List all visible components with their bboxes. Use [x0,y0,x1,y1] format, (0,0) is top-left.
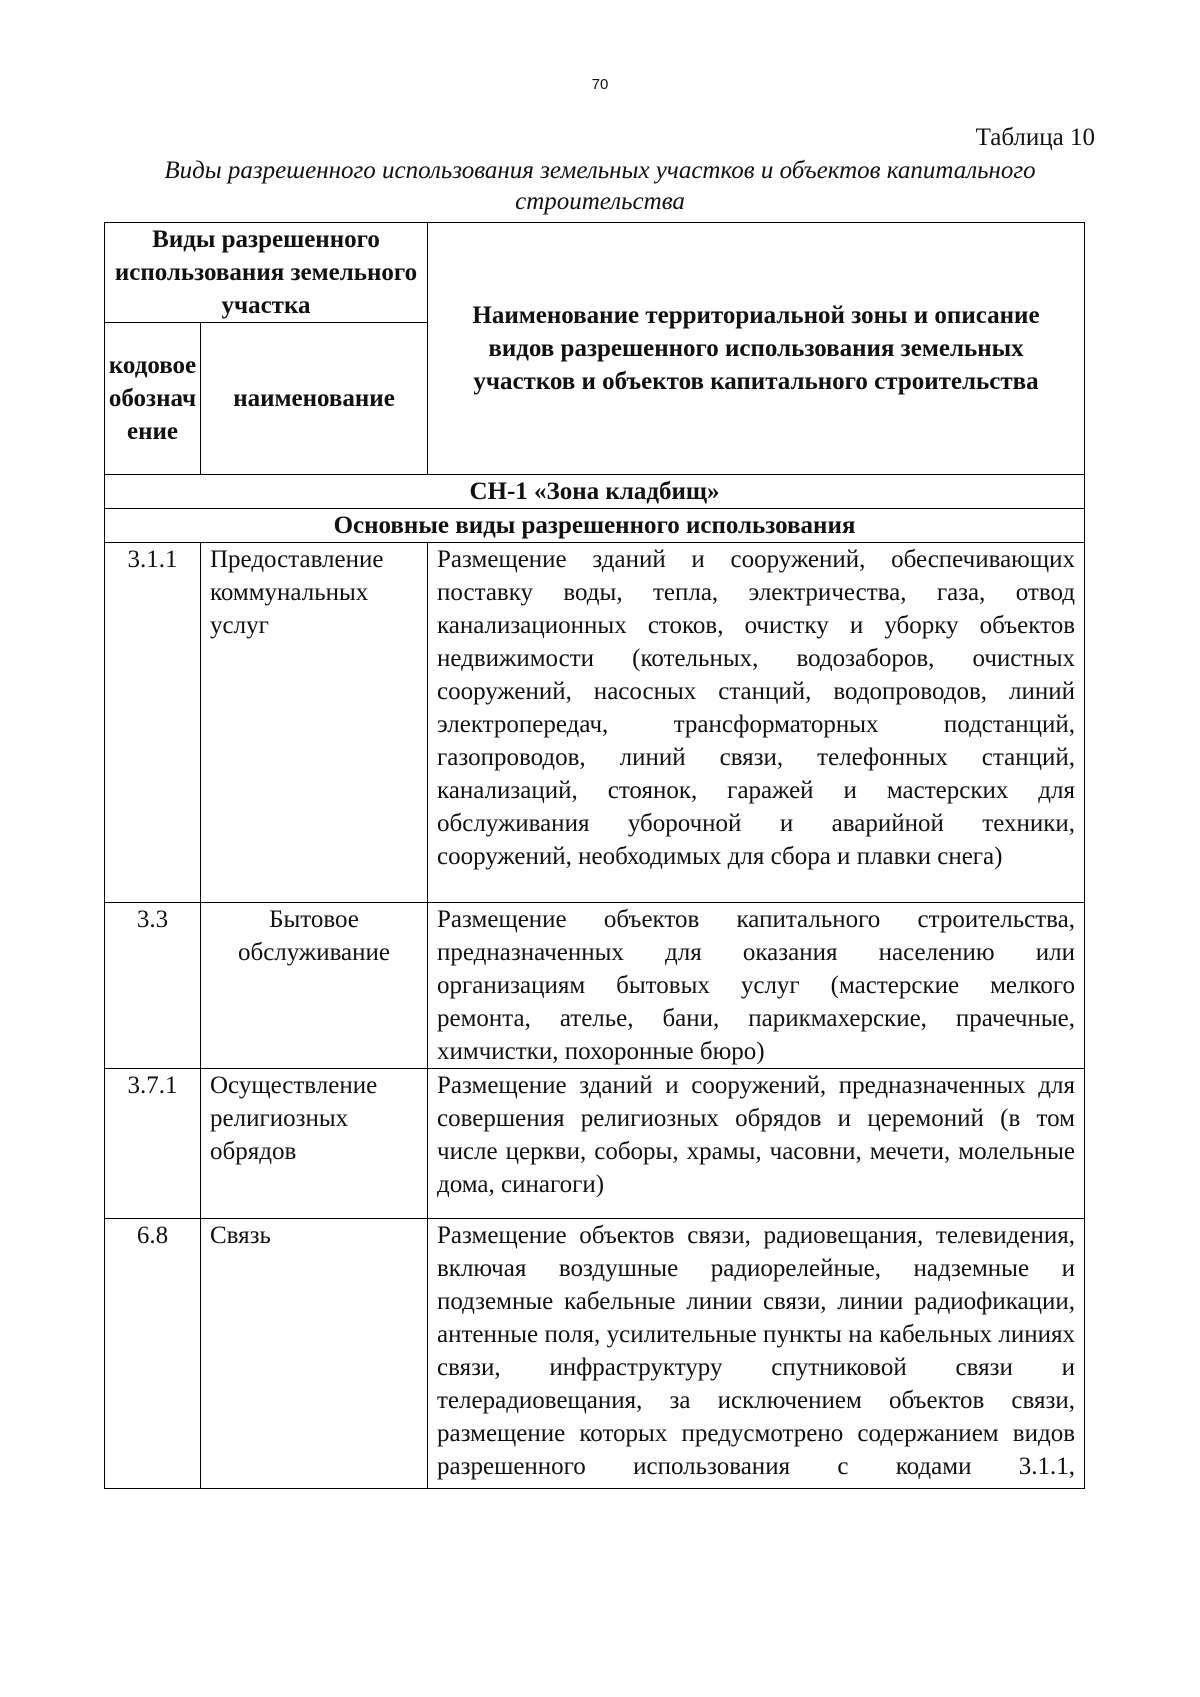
header-description: Наименование территориальной зоны и описание видов разрешенного использования земельных участков и объектов капитального строительства [428,223,1085,475]
page-number: 70 [591,76,609,93]
table-caption: Виды разрешенного использования земельных участков и объектов капитального строительства [164,157,1036,215]
table-row [105,1069,1085,1219]
table-label: Таблица 10 [975,124,1095,151]
header-group: Виды разрешенного использования земельного участка [105,223,428,323]
row-description: Размещение зданий и сооружений, обеспечивающих поставку воды, тепла, электричества, газа, отвод канализационных стоков, очистку и уборку объектов недвижимости (котельных, водозаборов, очистных сооружений, насосных станций, водопроводов, линий электропередач, трансформаторных подстанций, газопроводов, линий связи, телефонных станций, канализаций, стоянок, гаражей и мастерских для обслуживания уборочной и аварийной техники, сооружений, необходимых для сбора и плавки снега) [428,543,1085,903]
header-name: наименование [201,323,428,475]
row-code: 3.3 [105,903,201,1069]
table-row [105,1219,1085,1489]
table-row [105,543,1085,903]
row-name: Связь [201,1219,428,1489]
row-description: Размещение зданий и сооружений, предназначенных для совершения религиозных обрядов и церемоний (в том числе церкви, соборы, храмы, часовни, мечети, молельные дома, синагоги) [428,1069,1085,1219]
row-code: 3.1.1 [105,543,201,903]
header-code: кодовое обозначение [105,323,201,475]
row-name: Бытовое обслуживание [201,903,428,1069]
land-use-table [104,222,1085,1489]
row-name: Предоставление коммунальных услуг [201,543,428,903]
zone-title: СН-1 «Зона кладбищ» [105,475,1085,509]
section-title: Основные виды разрешенного использования [105,509,1085,543]
row-code: 6.8 [105,1219,201,1489]
row-description: Размещение объектов капитального строительства, предназначенных для оказания населению или организациям бытовых услуг (мастерские мелкого ремонта, ателье, бани, парикмахерские, прачечные, химчистки, похоронные бюро) [428,903,1085,1069]
table-row [105,903,1085,1069]
row-code: 3.7.1 [105,1069,201,1219]
row-name: Осуществление религиозных обрядов [201,1069,428,1219]
row-description: Размещение объектов связи, радиовещания, телевидения, включая воздушные радиорелейные, надземные и подземные кабельные линии связи, линии радиофикации, антенные поля, усилительные пункты на кабельных линиях связи, инфраструктуру спутниковой связи и телерадиовещания, за исключением объектов связи, размещение которых предусмотрено содержанием видов разрешенного использования с кодами 3.1.1, [428,1219,1085,1489]
